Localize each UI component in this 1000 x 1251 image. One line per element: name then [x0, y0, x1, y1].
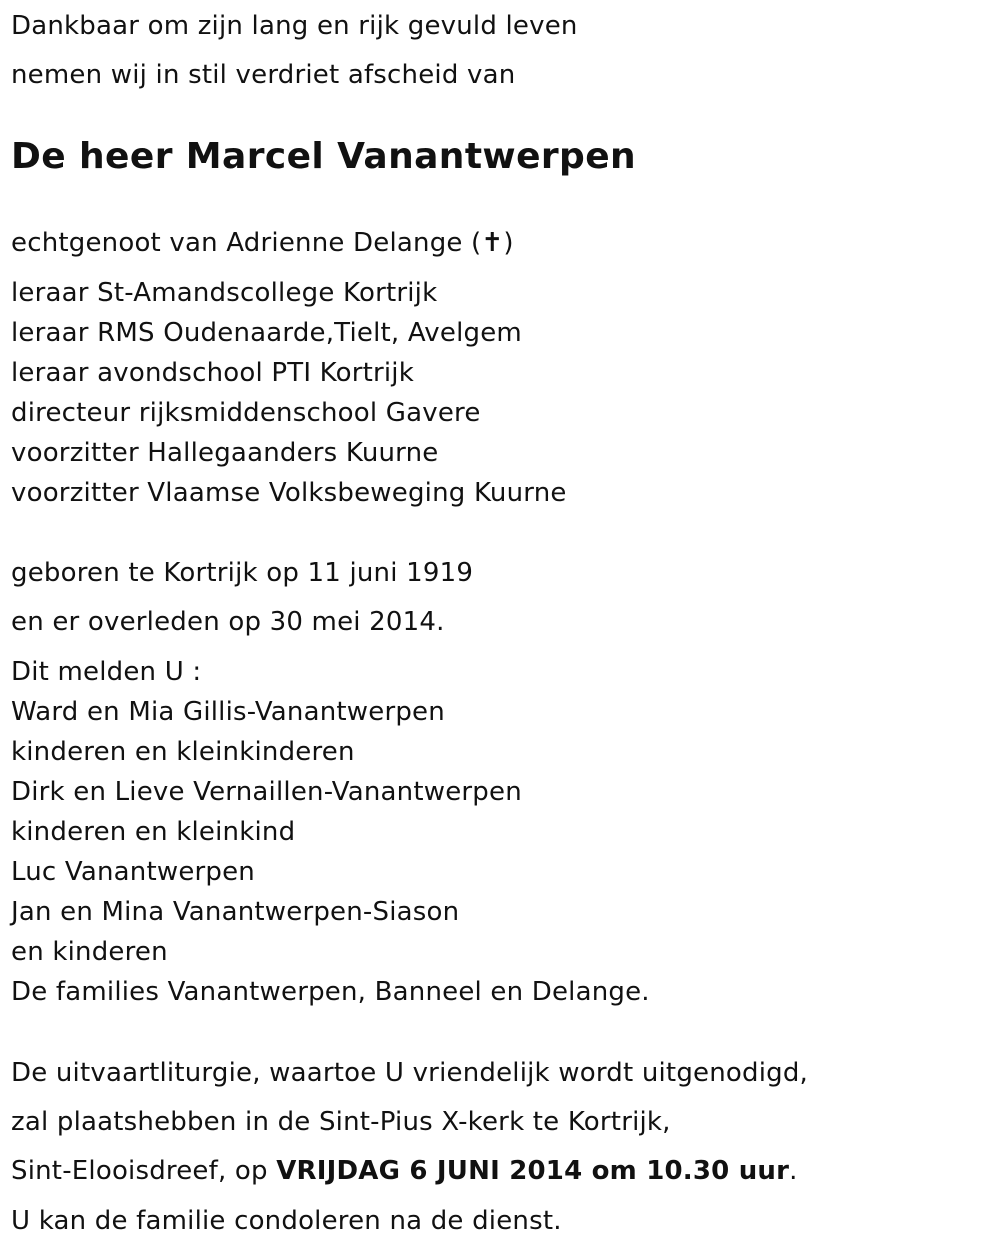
funeral-line-3 [11, 1156, 798, 1186]
function-line: leraar RMS Oudenaarde,Tielt, Avelgem [11, 318, 522, 348]
birth-line: geboren te Kortrijk op 11 juni 1919 [11, 558, 474, 588]
function-line: leraar avondschool PTI Kortrijk [11, 358, 414, 388]
announcer-line: Ward en Mia Gillis-Vanantwerpen [11, 697, 445, 727]
spouse-line: echtgenoot van Adrienne Delange (✝) [11, 228, 514, 258]
funeral-line-2: zal plaatshebben in de Sint-Pius X-kerk te Kortrijk, [11, 1107, 671, 1137]
intro-line-1: Dankbaar om zijn lang en rijk gevuld leven [11, 11, 578, 41]
deceased-name: De heer Marcel Vanantwerpen [11, 136, 637, 177]
intro-line-2: nemen wij in stil verdriet afscheid van [11, 60, 516, 90]
function-line: directeur rijksmiddenschool Gavere [11, 398, 481, 428]
condolence-line: U kan de familie condoleren na de dienst. [11, 1206, 562, 1236]
funeral-line-1: De uitvaartliturgie, waartoe U vriendelijk wordt uitgenodigd, [11, 1058, 809, 1088]
announcer-line: Luc Vanantwerpen [11, 857, 255, 887]
announcer-line: kinderen en kleinkinderen [11, 737, 355, 767]
announcer-line: kinderen en kleinkind [11, 817, 296, 847]
announcer-line: Jan en Mina Vanantwerpen-Siason [11, 897, 460, 927]
function-line: leraar St-Amandscollege Kortrijk [11, 278, 438, 308]
funeral-line-3-end: . [789, 1156, 798, 1186]
funeral-datetime: VRIJDAG 6 JUNI 2014 om 10.30 uur [276, 1156, 790, 1186]
death-line: en er overleden op 30 mei 2014. [11, 607, 445, 637]
announcer-line: De families Vanantwerpen, Banneel en Delange. [11, 977, 650, 1007]
announcer-line: Dirk en Lieve Vernaillen-Vanantwerpen [11, 777, 522, 807]
announcer-line: en kinderen [11, 937, 168, 967]
announcers-heading: Dit melden U : [11, 657, 202, 687]
funeral-location: Sint-Elooisdreef, op [11, 1156, 277, 1186]
function-line: voorzitter Hallegaanders Kuurne [11, 438, 439, 468]
function-line: voorzitter Vlaamse Volksbeweging Kuurne [11, 478, 567, 508]
